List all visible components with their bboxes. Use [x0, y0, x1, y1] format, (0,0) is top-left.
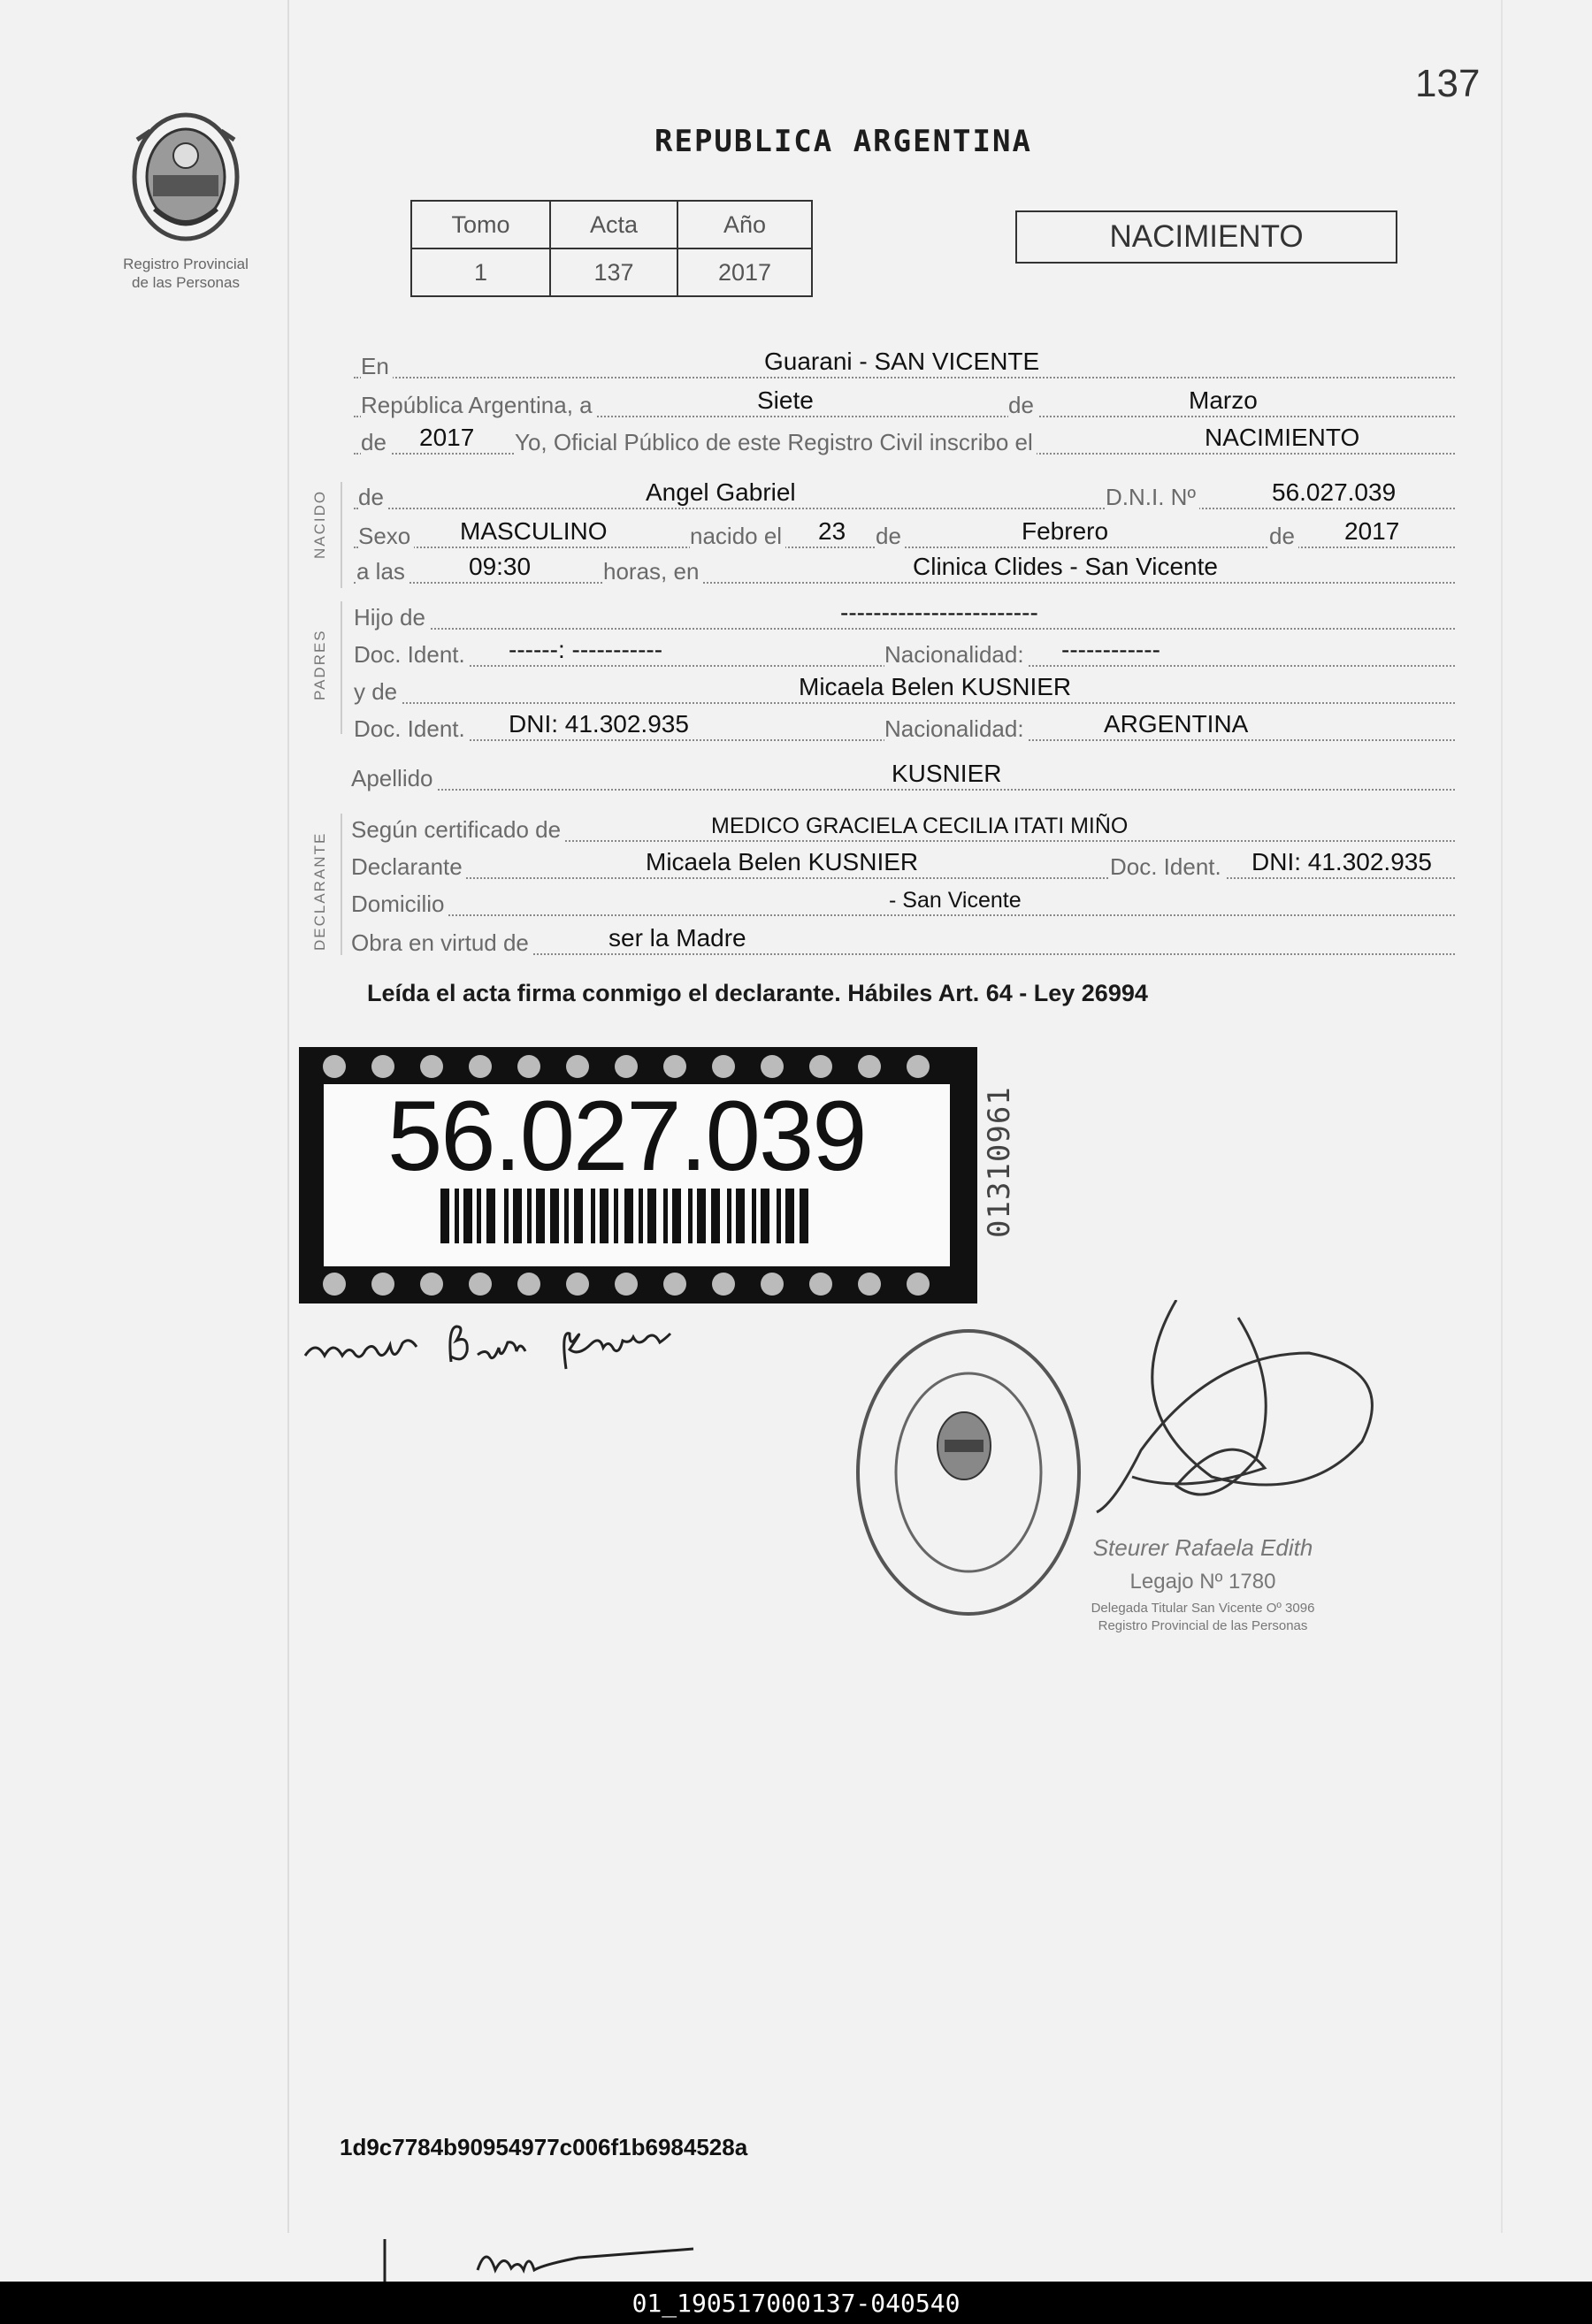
apellido-label: Apellido	[351, 765, 437, 792]
footer-id: 01_190517000137-040540	[631, 2289, 961, 2318]
footer-bar	[0, 2282, 1592, 2324]
id-sticker	[299, 1047, 977, 1303]
certificado-value: MEDICO GRACIELA CECILIA ITATI MIÑO	[711, 814, 1129, 838]
doc3-label: Doc. Ident.	[1110, 853, 1225, 881]
doc1-value: ------: -----------	[509, 636, 663, 663]
horas-label: horas, en	[603, 558, 702, 585]
province-logo	[106, 104, 265, 292]
alas-label: a las	[356, 558, 409, 585]
official-legajo: Legajo Nº 1780	[1129, 1570, 1276, 1594]
declarante-label: Declarante	[351, 853, 466, 881]
row-hijo	[354, 598, 1455, 635]
acta-value: 137	[550, 248, 677, 296]
year-value: 2017	[419, 424, 475, 451]
de4-label: de	[876, 523, 905, 550]
row-madre	[354, 672, 1455, 709]
month-value: Marzo	[1189, 386, 1258, 414]
row-declarante	[351, 847, 1455, 884]
de5-label: de	[1269, 523, 1298, 550]
nacido-divider	[341, 482, 342, 588]
anio-header: Año	[677, 201, 812, 248]
official-signature	[1079, 1300, 1380, 1543]
nombre-value: Angel Gabriel	[646, 478, 796, 506]
anio-value: 2017	[677, 248, 812, 296]
padres-divider	[341, 601, 342, 734]
closing-statement: Leída el acta firma conmigo el declarante. Hábiles Art. 64 - Ley 26994	[367, 980, 1148, 1006]
reference-table	[410, 200, 813, 297]
nac2-value: ARGENTINA	[1104, 710, 1249, 738]
de-label: de	[1008, 392, 1037, 419]
apellido-value: KUSNIER	[892, 760, 1002, 787]
tomo-value: 1	[411, 248, 550, 296]
doc1-label: Doc. Ident.	[354, 641, 469, 669]
de2-label: de	[361, 429, 390, 456]
hijo-value: ------------------------	[840, 599, 1038, 626]
nacido-anio: 2017	[1344, 517, 1400, 545]
nacido-mes: Febrero	[1022, 517, 1109, 545]
declarante-divider	[341, 814, 342, 955]
inscribo-label: Yo, Oficial Público de este Registro Civil inscribo el	[515, 429, 1037, 456]
en-value: Guarani - SAN VICENTE	[764, 348, 1040, 375]
dni-value: 56.027.039	[1272, 478, 1397, 506]
declarante-value: Micaela Belen KUSNIER	[646, 848, 919, 875]
madre-value: Micaela Belen KUSNIER	[799, 673, 1072, 700]
row-apellido	[351, 759, 1455, 796]
certificado-label: Según certificado de	[351, 816, 564, 844]
section-label-declarante: DECLARANTE	[311, 831, 328, 951]
hijo-label: Hijo de	[354, 604, 429, 631]
record-type-box: NACIMIENTO	[1015, 210, 1397, 264]
row-doc-padre	[354, 635, 1455, 672]
document-hash: 1d9c7784b90954977c006f1b6984528a	[340, 2134, 748, 2160]
coat-of-arms-icon	[119, 104, 252, 250]
section-label-nacido: NACIDO	[311, 489, 328, 559]
nacido-dia: 23	[818, 517, 846, 545]
official-name: Steurer Rafaela Edith	[1092, 1534, 1313, 1561]
row-republica	[354, 386, 1455, 423]
row-obra	[351, 923, 1455, 960]
doc2-value: DNI: 41.302.935	[509, 710, 689, 738]
nac1-value: ------------	[1061, 636, 1160, 663]
official-office: Registro Provincial de las Personas	[1098, 1618, 1308, 1633]
republica-label: República Argentina, a	[361, 392, 596, 419]
sexo-value: MASCULINO	[460, 517, 608, 545]
sticker-serial: 01310961	[982, 1086, 1017, 1238]
nac1-label: Nacionalidad:	[884, 641, 1028, 669]
domicilio-label: Domicilio	[351, 891, 448, 918]
doc2-label: Doc. Ident.	[354, 715, 469, 743]
doc3-value: DNI: 41.302.935	[1251, 848, 1432, 875]
row-certificado	[351, 810, 1455, 847]
scribble-signature-icon	[1079, 1300, 1380, 1539]
day-word: Siete	[757, 386, 814, 414]
row-doc-madre	[354, 709, 1455, 746]
domicilio-value: - San Vicente	[889, 888, 1022, 913]
document-title: REPUBLICA ARGENTINA	[654, 124, 1032, 159]
partial-signature-icon	[371, 2235, 725, 2283]
tomo-header: Tomo	[411, 201, 550, 248]
row-domicilio	[351, 884, 1455, 921]
sexo-label: Sexo	[358, 523, 414, 550]
acta-header: Acta	[550, 201, 677, 248]
lugar-value: Clinica Clides - San Vicente	[913, 553, 1218, 580]
de3-label: de	[358, 484, 387, 511]
nacido-label: nacido el	[690, 523, 785, 550]
page-number: 137	[1415, 62, 1481, 105]
row-sexo	[354, 516, 1455, 554]
row-nombre	[354, 478, 1455, 515]
en-label: En	[361, 353, 393, 380]
handwritten-signature-icon	[301, 1316, 796, 1387]
sticker-number: 56.027.039	[387, 1081, 866, 1191]
declarant-signature	[301, 1316, 796, 1391]
section-label-padres: PADRES	[311, 629, 328, 700]
hora-value: 09:30	[469, 553, 532, 580]
yde-label: y de	[354, 678, 401, 706]
row-hora	[354, 552, 1455, 589]
obra-label: Obra en virtud de	[351, 929, 532, 957]
nac2-label: Nacionalidad:	[884, 715, 1028, 743]
bottom-signature-fragment	[371, 2235, 725, 2288]
logo-label: Registro Provincial de las Personas	[123, 256, 249, 291]
dni-label: D.N.I. Nº	[1106, 484, 1199, 511]
obra-value: ser la Madre	[608, 924, 746, 952]
row-en	[354, 347, 1455, 384]
official-role: Delegada Titular San Vicente Oº 3096	[1091, 1601, 1315, 1616]
row-inscribo	[354, 423, 1455, 460]
inscribo-value: NACIMIENTO	[1205, 424, 1360, 451]
